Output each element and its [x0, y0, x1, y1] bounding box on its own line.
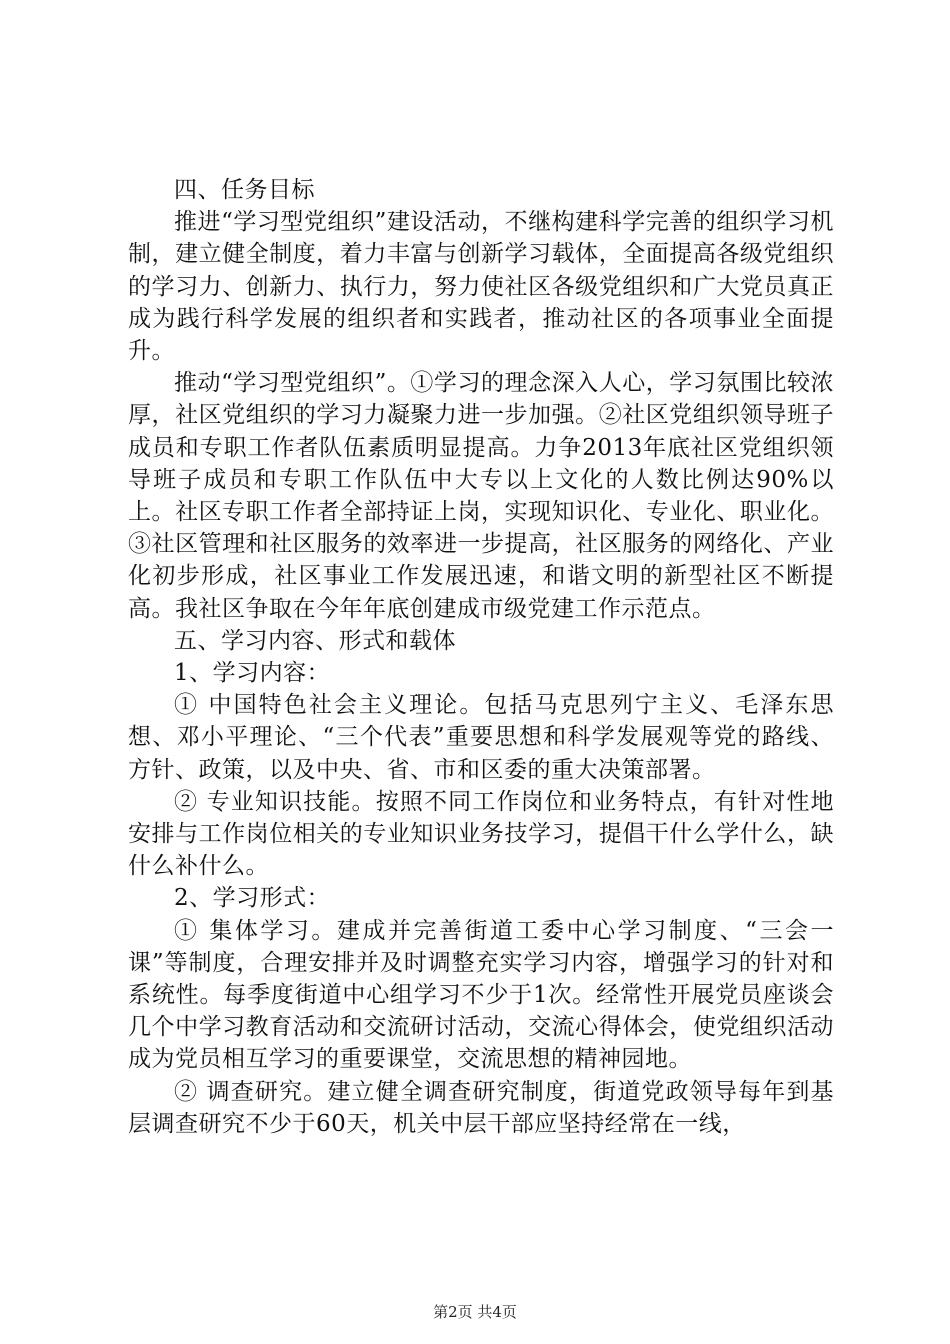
paragraph-professional-skills: ② 专业知识技能。按照不同工作岗位和业务特点，有针对性地安排与工作岗位相关的专业知识业务技学习，提倡干什么学什么，缺什么补什么。: [128, 788, 834, 880]
subheading-learning-content: 1、学习内容：: [174, 660, 331, 687]
paragraph-collective-learning: ① 集体学习。建成并完善街道工委中心学习制度、“三会一课”等制度，合理安排并及时调整充实学习内容，增强学习的针对和系统性。每季度街道中心组学习不少于1次。经常性开展党员座谈会几个中学习教育活动和交流研讨活动，交流心得体会，使党组织活动成为党员相互学习的重要课堂，交流思想的精神园地。: [128, 917, 834, 1073]
page-number: 第2页 共4页: [433, 1303, 517, 1321]
section-heading-task-goals: 四、任务目标: [174, 177, 315, 203]
paragraph-goal-details: 推动“学习型党组织”。①学习的理念深入人心，学习氛围比较浓厚，社区党组织的学习力凝聚力进一步加强。②社区党组织领导班子成员和专职工作者队伍素质明显提高。力争2013年底社区党组织领导班子成员和专职工作队伍中大专以上文化的人数比例达90%以上。社区专职工作者全部持证上岗，实现知识化、专业化、职业化。③社区管理和社区服务的效率进一步提高，社区服务的网络化、产业化初步形成，社区事业工作发展迅速，和谐文明的新型社区不断提高。我社区争取在今年年底创建成市级党建工作示范点。: [128, 370, 834, 622]
paragraph-task-goals: 推进“学习型党组织”建设活动，不继构建科学完善的组织学习机制，建立健全制度，着力丰富与创新学习载体，全面提高各级党组织的学习力、创新力、执行力，努力使社区各级党组织和广大党员真正成为践行科学发展的组织者和实践者，推动社区的各项事业全面提升。: [128, 209, 834, 365]
section-heading-learning-content: 五、学习内容、形式和载体: [174, 627, 456, 654]
subheading-learning-forms: 2、学习形式：: [174, 885, 331, 912]
paragraph-research: ② 调查研究。建立健全调查研究制度，街道党政领导每年到基层调查研究不少于60天，机关中层干部应坚持经常在一线，: [128, 1078, 834, 1137]
page-footer: [0, 1302, 950, 1322]
document-body: [128, 174, 834, 1140]
paragraph-theory: ① 中国特色社会主义理论。包括马克思列宁主义、毛泽东思想、邓小平理论、“三个代表”重要思想和科学发展观等党的路线、方针、政策，以及中央、省、市和区委的重大决策部署。: [128, 692, 834, 783]
